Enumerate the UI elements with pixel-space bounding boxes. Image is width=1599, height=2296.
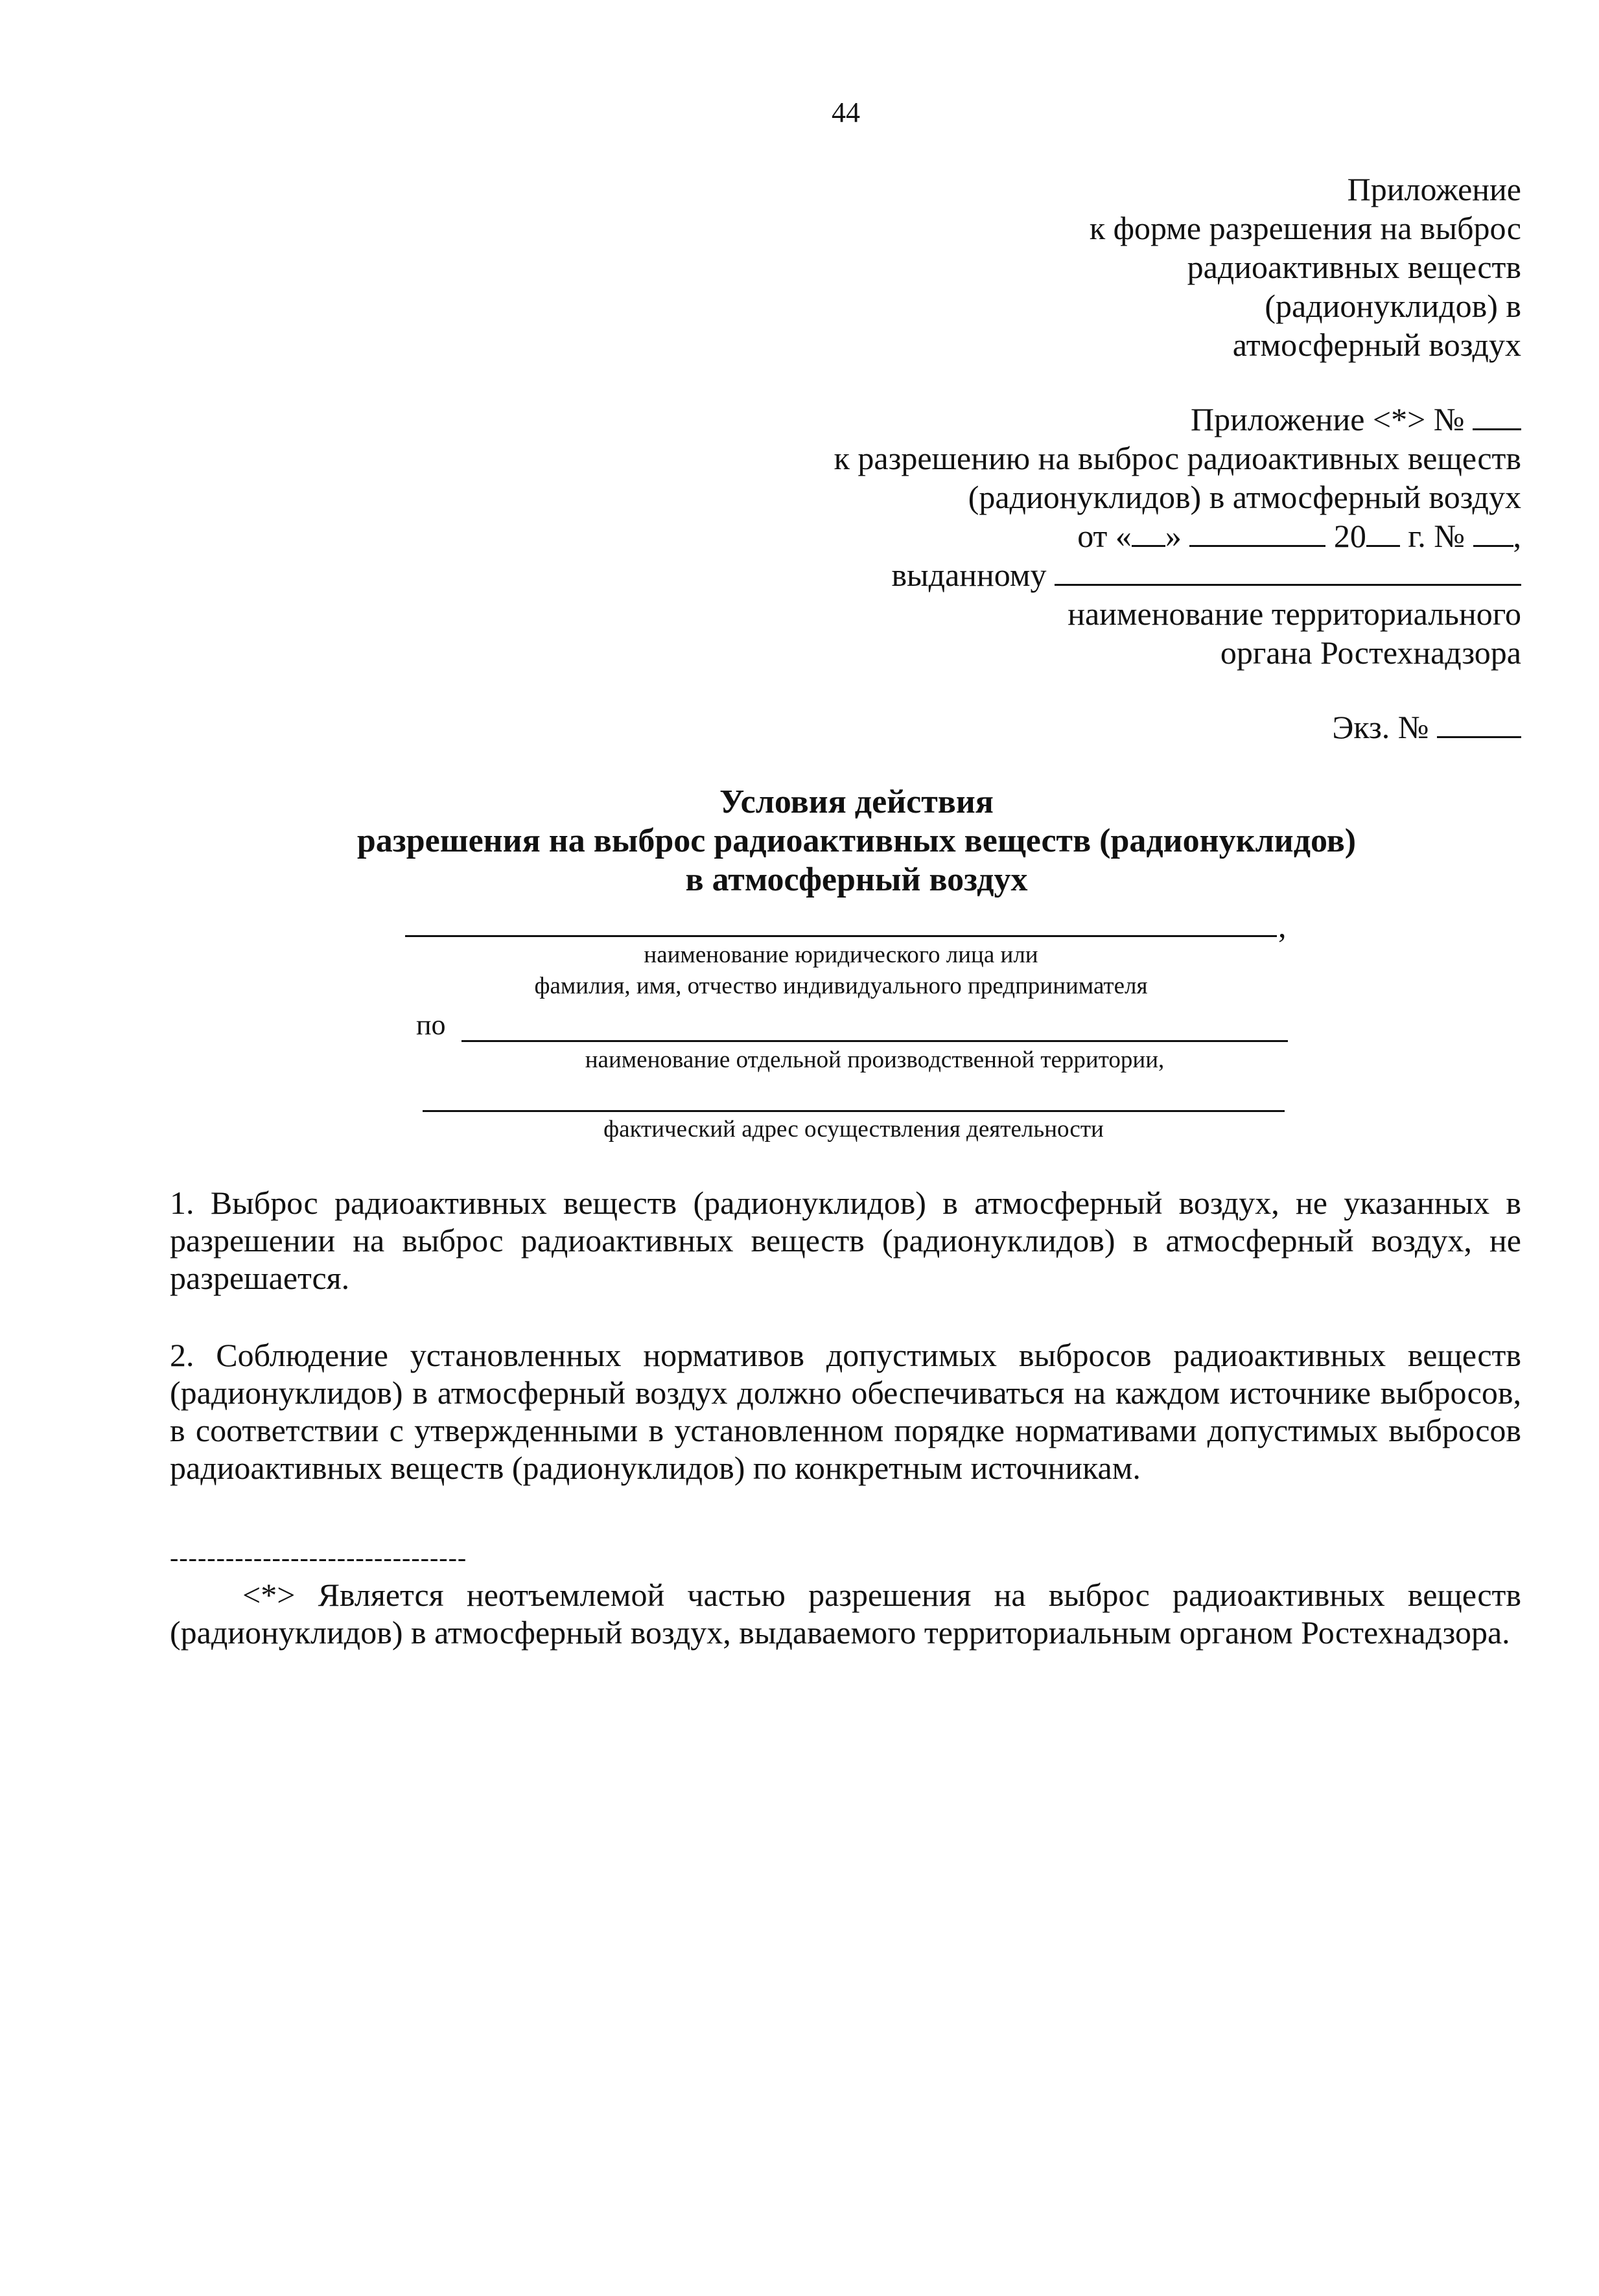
appendix-number-blank[interactable] xyxy=(1473,402,1521,430)
appendix-header-line1: Приложение xyxy=(1347,171,1521,207)
appendix-permit-line2: к разрешению на выброс радиоактивных веществ xyxy=(834,440,1521,476)
date-quote-close: » xyxy=(1165,518,1182,554)
footnote-text: <*> Является неотъемлемой частью разрешения на выброс радиоактивных веществ (радионуклидов) в атмосферный воздух, выдаваемого территориальным органом Ростехнадзора. xyxy=(170,1577,1521,1651)
appendix-header-line4: (радионуклидов) в xyxy=(1265,288,1521,324)
copy-number-label: Экз. № xyxy=(1332,709,1429,745)
entity-name-line[interactable] xyxy=(405,935,1277,937)
title-line1: Условия действия xyxy=(719,783,994,820)
month-blank[interactable] xyxy=(1189,519,1325,547)
entity-caption-line2: фамилия, имя, отчество индивидуального предпринимателя xyxy=(534,973,1148,999)
title-line2: разрешения на выброс радиоактивных веществ (радионуклидов) xyxy=(356,822,1357,859)
year-suffix: г. № xyxy=(1408,518,1465,554)
day-blank[interactable] xyxy=(1132,519,1165,547)
address-line[interactable] xyxy=(423,1110,1285,1112)
appendix-number-label: Приложение <*> № xyxy=(1191,401,1465,437)
title-line3: в атмосферный воздух xyxy=(685,861,1028,898)
copy-number-blank[interactable] xyxy=(1437,710,1521,738)
appendix-header-line5: атмосферный воздух xyxy=(1232,327,1521,363)
footnote-separator: -------------------------------- xyxy=(170,1543,467,1572)
issuer-caption-line2: органа Ростехнадзора xyxy=(1220,634,1521,671)
date-prefix: от « xyxy=(1077,518,1132,554)
entity-comma: , xyxy=(1278,908,1287,944)
address-caption: фактический адрес осуществления деятельности xyxy=(603,1116,1104,1142)
paragraph-1: 1. Выброс радиоактивных веществ (радионуклидов) в атмосферный воздух, не указанных в разрешении на выброс радиоактивных веществ (радионуклидов) в атмосферный воздух, не разрешается. xyxy=(170,1185,1521,1296)
date-comma: , xyxy=(1513,518,1521,554)
territory-caption: наименование отдельной производственной территории, xyxy=(585,1047,1165,1073)
issued-to-line xyxy=(891,556,1521,594)
year-prefix: 20 xyxy=(1333,518,1366,554)
copy-number-line xyxy=(1332,708,1521,746)
entity-caption-line1: наименование юридического лица или xyxy=(644,942,1038,968)
issuer-caption-line1: наименование территориального xyxy=(1068,596,1521,632)
paragraph-2: 2. Соблюдение установленных нормативов допустимых выбросов радиоактивных веществ (радионуклидов) в атмосферный воздух должно обеспечиваться на каждом источнике выбросов, в соответствии с утвержденными в установленном порядке нормативами допустимых выбросов радиоактивных веществ (радионуклидов) по конкретным источникам. xyxy=(170,1337,1521,1486)
issued-to-blank[interactable] xyxy=(1055,558,1521,586)
appendix-number-line xyxy=(1191,400,1521,438)
appendix-header-line2: к форме разрешения на выброс xyxy=(1089,210,1521,246)
permit-number-blank[interactable] xyxy=(1473,519,1513,547)
page-number: 44 xyxy=(832,97,860,128)
appendix-permit-line3: (радионуклидов) в атмосферный воздух xyxy=(968,479,1521,515)
permit-date-line xyxy=(1077,517,1521,555)
territory-prefix: по xyxy=(416,1009,446,1041)
issued-to-label: выданному xyxy=(891,557,1047,593)
appendix-header-line3: радиоактивных веществ xyxy=(1187,249,1521,285)
year-blank[interactable] xyxy=(1366,519,1400,547)
territory-line[interactable] xyxy=(461,1040,1288,1042)
